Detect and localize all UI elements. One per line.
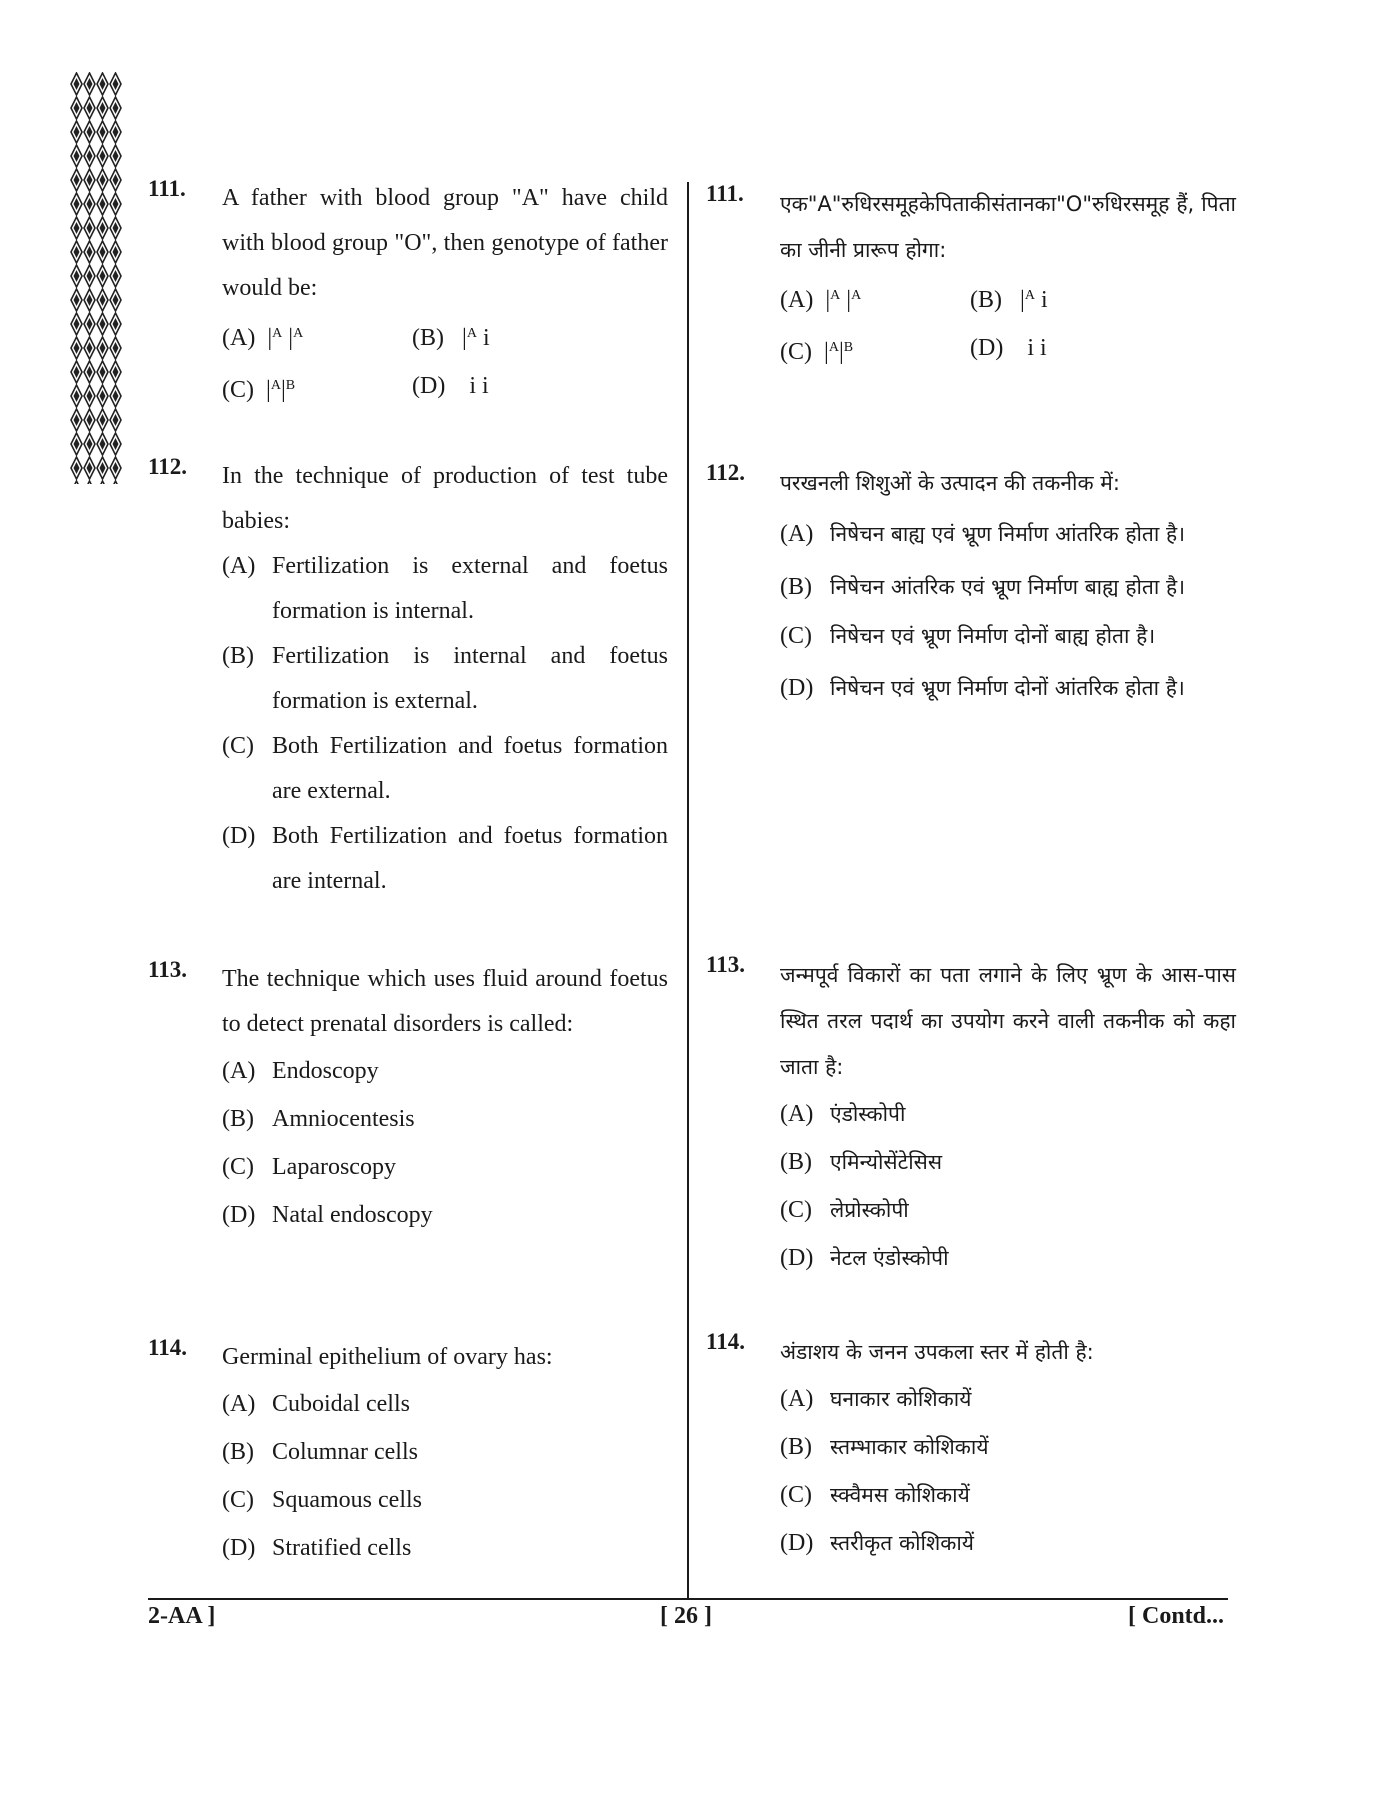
option-b[interactable]: (B) Amniocentesis — [222, 1106, 415, 1132]
column-divider — [687, 182, 689, 1600]
option-grid — [780, 273, 1236, 375]
question-number: 114. — [148, 1335, 187, 1360]
question-113-en — [148, 957, 668, 1239]
option-a[interactable]: (A) $|^A$ $|^A$ — [222, 325, 304, 351]
question-111-hi — [706, 181, 1236, 375]
question-text: परखनली शिशुओं के उत्पादन की तकनीक में: — [780, 471, 1120, 495]
question-text: एक"A"रुधिरसमूहकेपिताकीसंतानका"O"रुधिरसमूह हैं, पिता का जीनी प्रारूप होगा: — [780, 192, 1236, 262]
question-text: A father with blood group "A" have child with blood group "O", then genotype of father would be: — [222, 185, 668, 301]
option-grid — [222, 311, 668, 413]
option-b[interactable]: (B) $|^A$ i — [412, 325, 490, 351]
option-b[interactable]: (B) Columnar cells — [222, 1439, 418, 1465]
question-112-hi — [706, 460, 1236, 714]
option-a[interactable]: (A) $|^A$ $|^A$ — [780, 287, 862, 313]
genotype: $|^A$ $|^A$ — [825, 287, 862, 313]
option-c[interactable]: (C) $|^A|^B$ — [780, 339, 854, 365]
question-number: 113. — [706, 952, 745, 977]
option-a[interactable]: (A) एंडोस्कोपी — [780, 1101, 906, 1127]
option-b[interactable]: (B) Fertilization is internal and foetus formation is external. — [222, 643, 668, 714]
question-113-hi — [706, 952, 1236, 1282]
option-d[interactable]: (D) नेटल एंडोस्कोपी — [780, 1245, 949, 1271]
genotype: $|^A$ $|^A$ — [267, 325, 304, 351]
option-c[interactable]: (C) Squamous cells — [222, 1487, 422, 1513]
question-text: The technique which uses fluid around foetus to detect prenatal disorders is called: — [222, 966, 668, 1037]
question-number: 112. — [706, 460, 745, 485]
margin-decoration — [70, 72, 122, 484]
option-d[interactable]: (D) स्तरीकृत कोशिकायें — [780, 1530, 974, 1556]
option-c[interactable]: (C) $|^A|^B$ — [222, 377, 296, 403]
option-c[interactable]: (C) Both Fertilization and foetus formation are external. — [222, 733, 668, 804]
question-number: 112. — [148, 454, 187, 479]
option-a[interactable]: (A) Fertilization is external and foetus formation is internal. — [222, 553, 668, 624]
option-c[interactable]: (C) निषेचन एवं भ्रूण निर्माण दोनों बाह्य होता है। — [780, 623, 1156, 649]
page-number: [ 26 ] — [660, 1603, 712, 1629]
option-d[interactable]: (D) Stratified cells — [222, 1535, 412, 1561]
genotype: $|^A$ i — [1020, 287, 1048, 313]
option-a[interactable]: (A) Endoscopy — [222, 1058, 379, 1084]
continued-label: [ Contd... — [1128, 1603, 1225, 1629]
genotype: $|^A$ i — [462, 325, 490, 351]
booklet-code: 2-AA ] — [148, 1603, 216, 1629]
question-114-hi — [706, 1329, 1236, 1567]
option-a[interactable]: (A) घनाकार कोशिकायें — [780, 1386, 972, 1412]
genotype: $|^A|^B$ — [266, 377, 296, 403]
option-d[interactable]: (D) Both Fertilization and foetus formation are internal. — [222, 823, 668, 894]
option-c[interactable]: (C) Laparoscopy — [222, 1154, 396, 1180]
question-text: Germinal epithelium of ovary has: — [222, 1344, 553, 1370]
option-b[interactable]: (B) निषेचन आंतरिक एवं भ्रूण निर्माण बाह्य होता है। — [780, 574, 1186, 600]
option-d[interactable]: (D) Natal endoscopy — [222, 1202, 433, 1228]
question-text: जन्मपूर्व विकारों का पता लगाने के लिए भ्रूण के आस-पास स्थित तरल पदार्थ का उपयोग करने वाली तकनीक को कहा जाता है: — [780, 963, 1236, 1079]
question-114-en — [148, 1335, 668, 1572]
question-112-en — [148, 454, 668, 904]
question-number: 111. — [148, 176, 186, 201]
option-a[interactable]: (A) Cuboidal cells — [222, 1391, 410, 1417]
genotype: $|^A|^B$ — [824, 339, 854, 365]
option-d[interactable]: (D) निषेचन एवं भ्रूण निर्माण दोनों आंतरिक होता है। — [780, 675, 1185, 701]
question-number: 111. — [706, 181, 744, 206]
option-a[interactable]: (A) निषेचन बाह्य एवं भ्रूण निर्माण आंतरिक होता है। — [780, 521, 1186, 547]
option-b[interactable]: (B) $|^A$ i — [970, 287, 1048, 313]
question-text: In the technique of production of test tube babies: — [222, 463, 668, 534]
option-c[interactable]: (C) लेप्रोस्कोपी — [780, 1197, 909, 1223]
option-c[interactable]: (C) स्क्वैमस कोशिकायें — [780, 1482, 970, 1508]
question-111-en — [148, 176, 668, 413]
footer-rule — [148, 1598, 1228, 1600]
option-b[interactable]: (B) स्तम्भाकार कोशिकायें — [780, 1434, 989, 1460]
question-number: 113. — [148, 957, 187, 982]
question-text: अंडाशय के जनन उपकला स्तर में होती है: — [780, 1340, 1094, 1364]
question-number: 114. — [706, 1329, 745, 1354]
option-d[interactable]: (D) i i — [970, 335, 1047, 361]
option-b[interactable]: (B) एमिन्योसेंटेसिस — [780, 1149, 943, 1175]
option-d[interactable]: (D) i i — [412, 373, 489, 399]
